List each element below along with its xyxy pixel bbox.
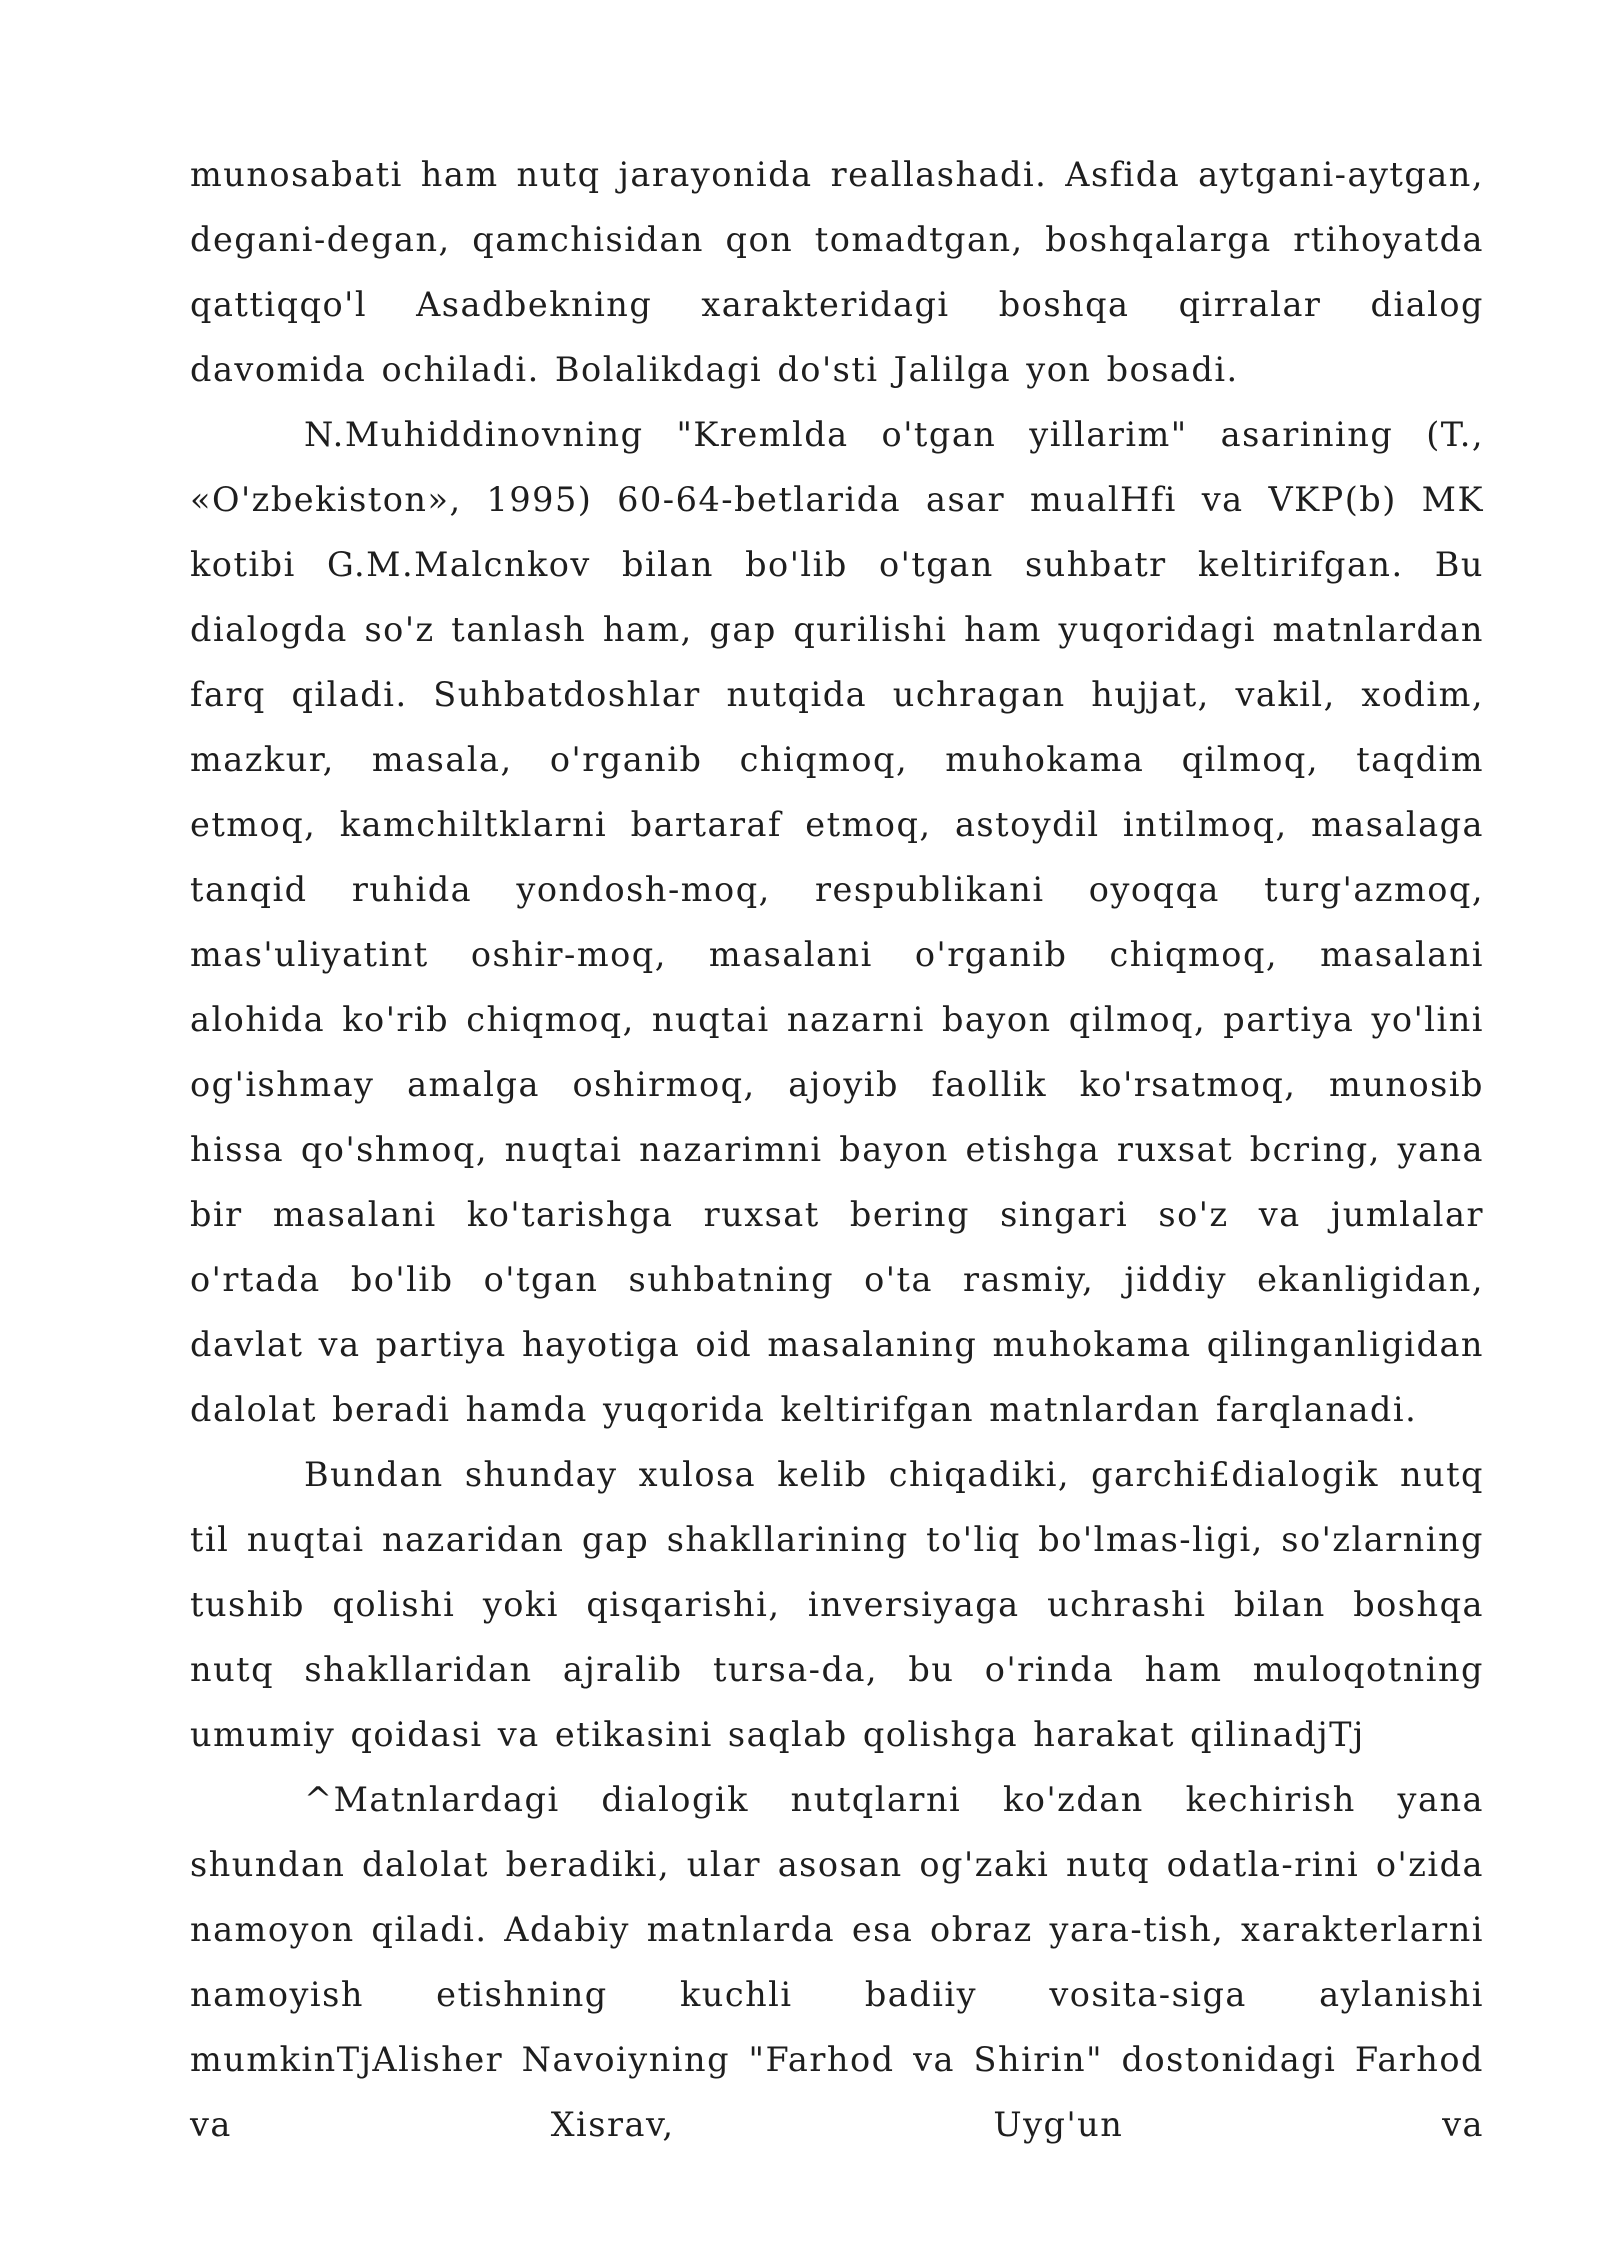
paragraph: ^Matnlardagi dialogik nutqlarni ko'zdan kechirish yana shundan dalolat beradiki, ular asosan og'zaki nutq odatla-rini o'zida namoyon qiladi. Adabiy matnlarda esa obraz yara-tish, xarakterlarni namoyish etishning kuchli badiiy vosita-siga aylanishi mumkinTjAlisher Navoiyning "Farhod va Shirin" dostonidagi Farhod va Xisrav, Uyg'un va (190, 1780, 1484, 2144)
paragraph: munosabati ham nutq jarayonida reallashadi. Asfida aytgani-aytgan, degani-degan, qamchisidan qon tomadtgan, boshqalarga rtihoyatda qattiqqo'l Asadbekning xarakteridagi boshqa qirralar dialog davomida ochiladi. Bolalikdagi do'sti Jalilga yon bosadi. (190, 155, 1484, 389)
document-page (190, 142, 1484, 2157)
paragraph: N.Muhiddinovning "Kremlda o'tgan yillarim" asarining (T., «O'zbekiston», 1995) 60-64-betlarida asar mualHfi va VKP(b) MK kotibi G.M.Malcnkov bilan bo'lib o'tgan suhbatr keltirifgan. Bu dialogda so'z tanlash ham, gap qurilishi ham yuqoridagi matnlardan farq qiladi. Suhbatdoshlar nutqida uchragan hujjat, vakil, xodim, mazkur, masala, o'rganib chiqmoq, muhokama qilmoq, taqdim etmoq, kamchiltklarni bartaraf etmoq, astoydil intilmoq, masalaga tanqid ruhida yondosh-moq, respublikani oyoqqa turg'azmoq, mas'uliyatint oshir-moq, masalani o'rganib chiqmoq, masalani alohida ko'rib chiqmoq, nuqtai nazarni bayon qilmoq, partiya yo'lini og'ishmay amalga oshirmoq, ajoyib faollik ko'rsatmoq, munosib hissa qo'shmoq, nuqtai nazarimni bayon etishga ruxsat bcring, yana bir masalani ko'tarishga ruxsat bering singari so'z va jumlalar o'rtada bo'lib o'tgan suhbatning o'ta rasmiy, jiddiy ekanligidan, davlat va partiya hayotiga oid masalaning muhokama qilinganligidan dalolat beradi hamda yuqorida keltirifgan matnlardan farqlanadi. (190, 415, 1484, 1429)
paragraph: Bundan shunday xulosa kelib chiqadiki, garchi£dialogik nutq til nuqtai nazaridan gap shakllarining to'liq bo'lmas-ligi, so'zlarning tushib qolishi yoki qisqarishi, inversiyaga uchrashi bilan boshqa nutq shakllaridan ajralib tursa-da, bu o'rinda ham muloqotning umumiy qoidasi va etikasini saqlab qolishga harakat qilinadjTj (190, 1455, 1484, 1754)
